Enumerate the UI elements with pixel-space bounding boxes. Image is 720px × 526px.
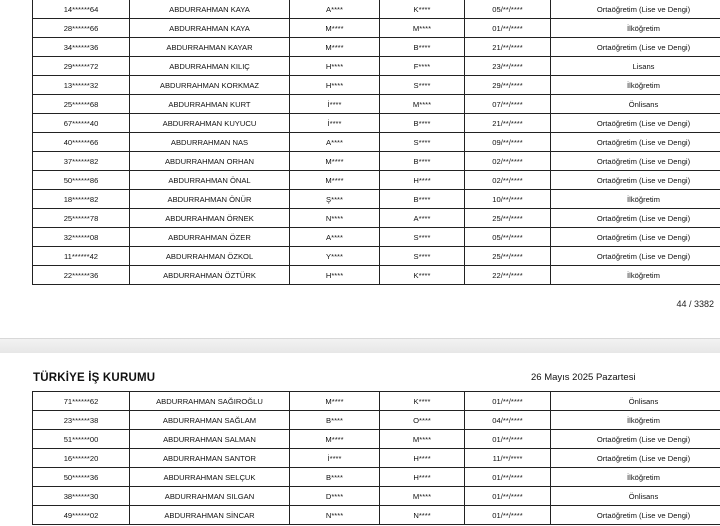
father-name-cell: M****	[290, 171, 380, 190]
birth-date-cell: 21/**/****	[465, 114, 551, 133]
birth-date-cell: 01/**/****	[465, 506, 551, 525]
mother-name-cell: K****	[380, 0, 465, 19]
father-name-cell: M****	[290, 152, 380, 171]
table-row	[33, 411, 720, 430]
education-cell: Ortaöğretim (Lise ve Dengi)	[551, 247, 720, 266]
organization-title: TÜRKİYE İŞ KURUMU	[33, 372, 156, 384]
table-row	[33, 133, 720, 152]
birth-date-cell: 21/**/****	[465, 38, 551, 57]
education-cell: Ortaöğretim (Lise ve Dengi)	[551, 430, 720, 449]
father-name-cell: N****	[290, 209, 380, 228]
education-cell: İlköğretim	[551, 76, 720, 95]
name-cell: ABDURRAHMAN ÖZER	[130, 228, 290, 247]
id-cell: 23******38	[33, 411, 130, 430]
birth-date-cell: 01/**/****	[465, 430, 551, 449]
name-cell: ABDURRAHMAN KURT	[130, 95, 290, 114]
birth-date-cell: 01/**/****	[465, 19, 551, 38]
id-cell: 34******36	[33, 38, 130, 57]
mother-name-cell: O****	[380, 411, 465, 430]
id-cell: 22******36	[33, 266, 130, 285]
id-cell: 16******20	[33, 449, 130, 468]
name-cell: ABDURRAHMAN ÖNÜR	[130, 190, 290, 209]
table-row	[33, 95, 720, 114]
name-cell: ABDURRAHMAN ÖZKOL	[130, 247, 290, 266]
mother-name-cell: H****	[380, 468, 465, 487]
id-cell: 29******72	[33, 57, 130, 76]
birth-date-cell: 01/**/****	[465, 468, 551, 487]
name-cell: ABDURRAHMAN ÖRNEK	[130, 209, 290, 228]
education-cell: Ortaöğretim (Lise ve Dengi)	[551, 133, 720, 152]
birth-date-cell: 04/**/****	[465, 411, 551, 430]
id-cell: 25******68	[33, 95, 130, 114]
birth-date-cell: 05/**/****	[465, 0, 551, 19]
father-name-cell: M****	[290, 430, 380, 449]
name-cell: ABDURRAHMAN ORHAN	[130, 152, 290, 171]
report-date: 26 Mayıs 2025 Pazartesi	[531, 372, 636, 383]
father-name-cell: N****	[290, 506, 380, 525]
id-cell: 51******00	[33, 430, 130, 449]
birth-date-cell: 02/**/****	[465, 152, 551, 171]
education-cell: Ortaöğretim (Lise ve Dengi)	[551, 171, 720, 190]
father-name-cell: B****	[290, 468, 380, 487]
birth-date-cell: 22/**/****	[465, 266, 551, 285]
name-cell: ABDURRAHMAN SANTOR	[130, 449, 290, 468]
table-row	[33, 506, 720, 525]
table-row	[33, 209, 720, 228]
father-name-cell: İ****	[290, 449, 380, 468]
mother-name-cell: N****	[380, 506, 465, 525]
name-cell: ABDURRAHMAN ÖNAL	[130, 171, 290, 190]
father-name-cell: M****	[290, 392, 380, 411]
table-row	[33, 266, 720, 285]
page-number: 44 / 3382	[676, 299, 714, 309]
id-cell: 50******36	[33, 468, 130, 487]
applicant-table-body	[33, 392, 720, 525]
education-cell: Önlisans	[551, 95, 720, 114]
name-cell: ABDURRAHMAN SİNCAR	[130, 506, 290, 525]
table-row	[33, 449, 720, 468]
father-name-cell: Y****	[290, 247, 380, 266]
education-cell: İlköğretim	[551, 190, 720, 209]
id-cell: 50******86	[33, 171, 130, 190]
id-cell: 11******42	[33, 247, 130, 266]
applicant-table-body	[33, 0, 720, 285]
name-cell: ABDURRAHMAN NAS	[130, 133, 290, 152]
mother-name-cell: M****	[380, 95, 465, 114]
name-cell: ABDURRAHMAN SILGAN	[130, 487, 290, 506]
birth-date-cell: 11/**/****	[465, 449, 551, 468]
education-cell: İlköğretim	[551, 19, 720, 38]
mother-name-cell: S****	[380, 76, 465, 95]
mother-name-cell: B****	[380, 114, 465, 133]
table-row	[33, 430, 720, 449]
name-cell: ABDURRAHMAN KAYAR	[130, 38, 290, 57]
father-name-cell: M****	[290, 38, 380, 57]
name-cell: ABDURRAHMAN KAYA	[130, 19, 290, 38]
education-cell: Ortaöğretim (Lise ve Dengi)	[551, 114, 720, 133]
mother-name-cell: B****	[380, 38, 465, 57]
education-cell: Ortaöğretim (Lise ve Dengi)	[551, 449, 720, 468]
father-name-cell: H****	[290, 266, 380, 285]
table-row	[33, 57, 720, 76]
education-cell: Ortaöğretim (Lise ve Dengi)	[551, 228, 720, 247]
birth-date-cell: 01/**/****	[465, 487, 551, 506]
table-row	[33, 114, 720, 133]
mother-name-cell: F****	[380, 57, 465, 76]
father-name-cell: A****	[290, 228, 380, 247]
education-cell: Önlisans	[551, 487, 720, 506]
name-cell: ABDURRAHMAN SALMAN	[130, 430, 290, 449]
id-cell: 71******62	[33, 392, 130, 411]
birth-date-cell: 23/**/****	[465, 57, 551, 76]
table-row	[33, 468, 720, 487]
mother-name-cell: H****	[380, 449, 465, 468]
mother-name-cell: M****	[380, 430, 465, 449]
education-cell: Önlisans	[551, 392, 720, 411]
table-row	[33, 487, 720, 506]
table-row	[33, 19, 720, 38]
name-cell: ABDURRAHMAN SAĞIROĞLU	[130, 392, 290, 411]
education-cell: Ortaöğretim (Lise ve Dengi)	[551, 506, 720, 525]
applicant-table	[32, 0, 720, 285]
table-row	[33, 38, 720, 57]
id-cell: 18******82	[33, 190, 130, 209]
table-row	[33, 0, 720, 19]
id-cell: 67******40	[33, 114, 130, 133]
name-cell: ABDURRAHMAN SAĞLAM	[130, 411, 290, 430]
education-cell: İlköğretim	[551, 468, 720, 487]
birth-date-cell: 25/**/****	[465, 209, 551, 228]
father-name-cell: H****	[290, 76, 380, 95]
birth-date-cell: 09/**/****	[465, 133, 551, 152]
mother-name-cell: S****	[380, 247, 465, 266]
id-cell: 14******64	[33, 0, 130, 19]
id-cell: 28******66	[33, 19, 130, 38]
birth-date-cell: 29/**/****	[465, 76, 551, 95]
table-row	[33, 228, 720, 247]
father-name-cell: A****	[290, 133, 380, 152]
name-cell: ABDURRAHMAN KAYA	[130, 0, 290, 19]
father-name-cell: B****	[290, 411, 380, 430]
mother-name-cell: M****	[380, 19, 465, 38]
father-name-cell: H****	[290, 57, 380, 76]
table-row	[33, 171, 720, 190]
birth-date-cell: 05/**/****	[465, 228, 551, 247]
id-cell: 32******08	[33, 228, 130, 247]
table-row	[33, 190, 720, 209]
id-cell: 37******82	[33, 152, 130, 171]
education-cell: Ortaöğretim (Lise ve Dengi)	[551, 209, 720, 228]
mother-name-cell: K****	[380, 266, 465, 285]
father-name-cell: D****	[290, 487, 380, 506]
name-cell: ABDURRAHMAN KORKMAZ	[130, 76, 290, 95]
id-cell: 25******78	[33, 209, 130, 228]
id-cell: 49******02	[33, 506, 130, 525]
birth-date-cell: 25/**/****	[465, 247, 551, 266]
birth-date-cell: 07/**/****	[465, 95, 551, 114]
table-row	[33, 76, 720, 95]
birth-date-cell: 01/**/****	[465, 392, 551, 411]
education-cell: İlköğretim	[551, 411, 720, 430]
name-cell: ABDURRAHMAN SELÇUK	[130, 468, 290, 487]
name-cell: ABDURRAHMAN ÖZTÜRK	[130, 266, 290, 285]
table-row	[33, 247, 720, 266]
mother-name-cell: B****	[380, 190, 465, 209]
father-name-cell: A****	[290, 0, 380, 19]
id-cell: 38******30	[33, 487, 130, 506]
birth-date-cell: 02/**/****	[465, 171, 551, 190]
birth-date-cell: 10/**/****	[465, 190, 551, 209]
education-cell: İlköğretim	[551, 266, 720, 285]
mother-name-cell: B****	[380, 152, 465, 171]
name-cell: ABDURRAHMAN KUYUCU	[130, 114, 290, 133]
mother-name-cell: S****	[380, 133, 465, 152]
mother-name-cell: H****	[380, 171, 465, 190]
education-cell: Ortaöğretim (Lise ve Dengi)	[551, 38, 720, 57]
document-page-45	[0, 353, 720, 526]
mother-name-cell: M****	[380, 487, 465, 506]
education-cell: Ortaöğretim (Lise ve Dengi)	[551, 152, 720, 171]
father-name-cell: İ****	[290, 114, 380, 133]
id-cell: 40******66	[33, 133, 130, 152]
applicant-table	[32, 391, 720, 525]
id-cell: 13******32	[33, 76, 130, 95]
mother-name-cell: K****	[380, 392, 465, 411]
father-name-cell: Ş****	[290, 190, 380, 209]
father-name-cell: İ****	[290, 95, 380, 114]
mother-name-cell: S****	[380, 228, 465, 247]
table-row	[33, 392, 720, 411]
name-cell: ABDURRAHMAN KILIÇ	[130, 57, 290, 76]
education-cell: Lisans	[551, 57, 720, 76]
mother-name-cell: A****	[380, 209, 465, 228]
table-row	[33, 152, 720, 171]
father-name-cell: M****	[290, 19, 380, 38]
education-cell: Ortaöğretim (Lise ve Dengi)	[551, 0, 720, 19]
